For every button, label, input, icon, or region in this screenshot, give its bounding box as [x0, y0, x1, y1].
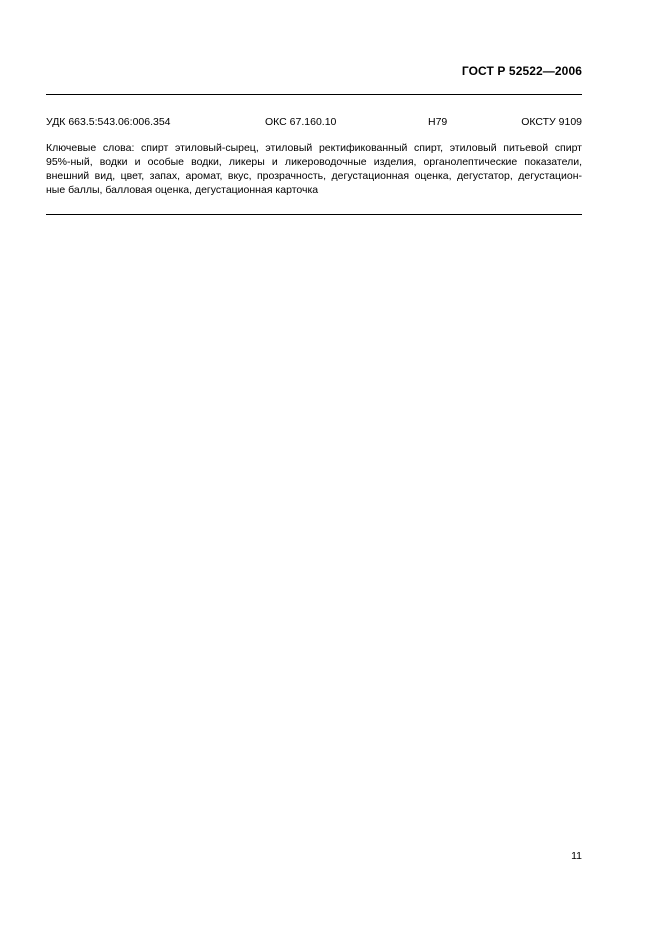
page-number: 11 [571, 850, 582, 862]
keywords-line: Ключевые слова: спирт этиловый-сырец, этиловый ректификованный спирт, этиловый питьевой спирт [46, 142, 582, 154]
keywords-line: внешний вид, цвет, запах, аромат, вкус, прозрачность, дегустационная оценка, дегустатор, дегустацион- [46, 170, 582, 182]
keywords-line: 95%-ный, водки и особые водки, ликеры и ликероводочные изделия, органолептические показатели, [46, 156, 582, 168]
keywords-line: ные баллы, балловая оценка, дегустационная карточка [46, 184, 319, 196]
keywords-paragraph [46, 141, 582, 197]
group-code: Н79 [428, 116, 448, 128]
udk-code: УДК 663.5:543.06:006.354 [46, 116, 171, 128]
standard-code: ГОСТ Р 52522—2006 [461, 64, 582, 78]
classification-row [46, 116, 582, 130]
oks-code: ОКС 67.160.10 [265, 116, 337, 128]
bottom-divider [46, 214, 582, 215]
top-divider [46, 94, 582, 95]
okstu-code: ОКСТУ 9109 [521, 116, 582, 128]
